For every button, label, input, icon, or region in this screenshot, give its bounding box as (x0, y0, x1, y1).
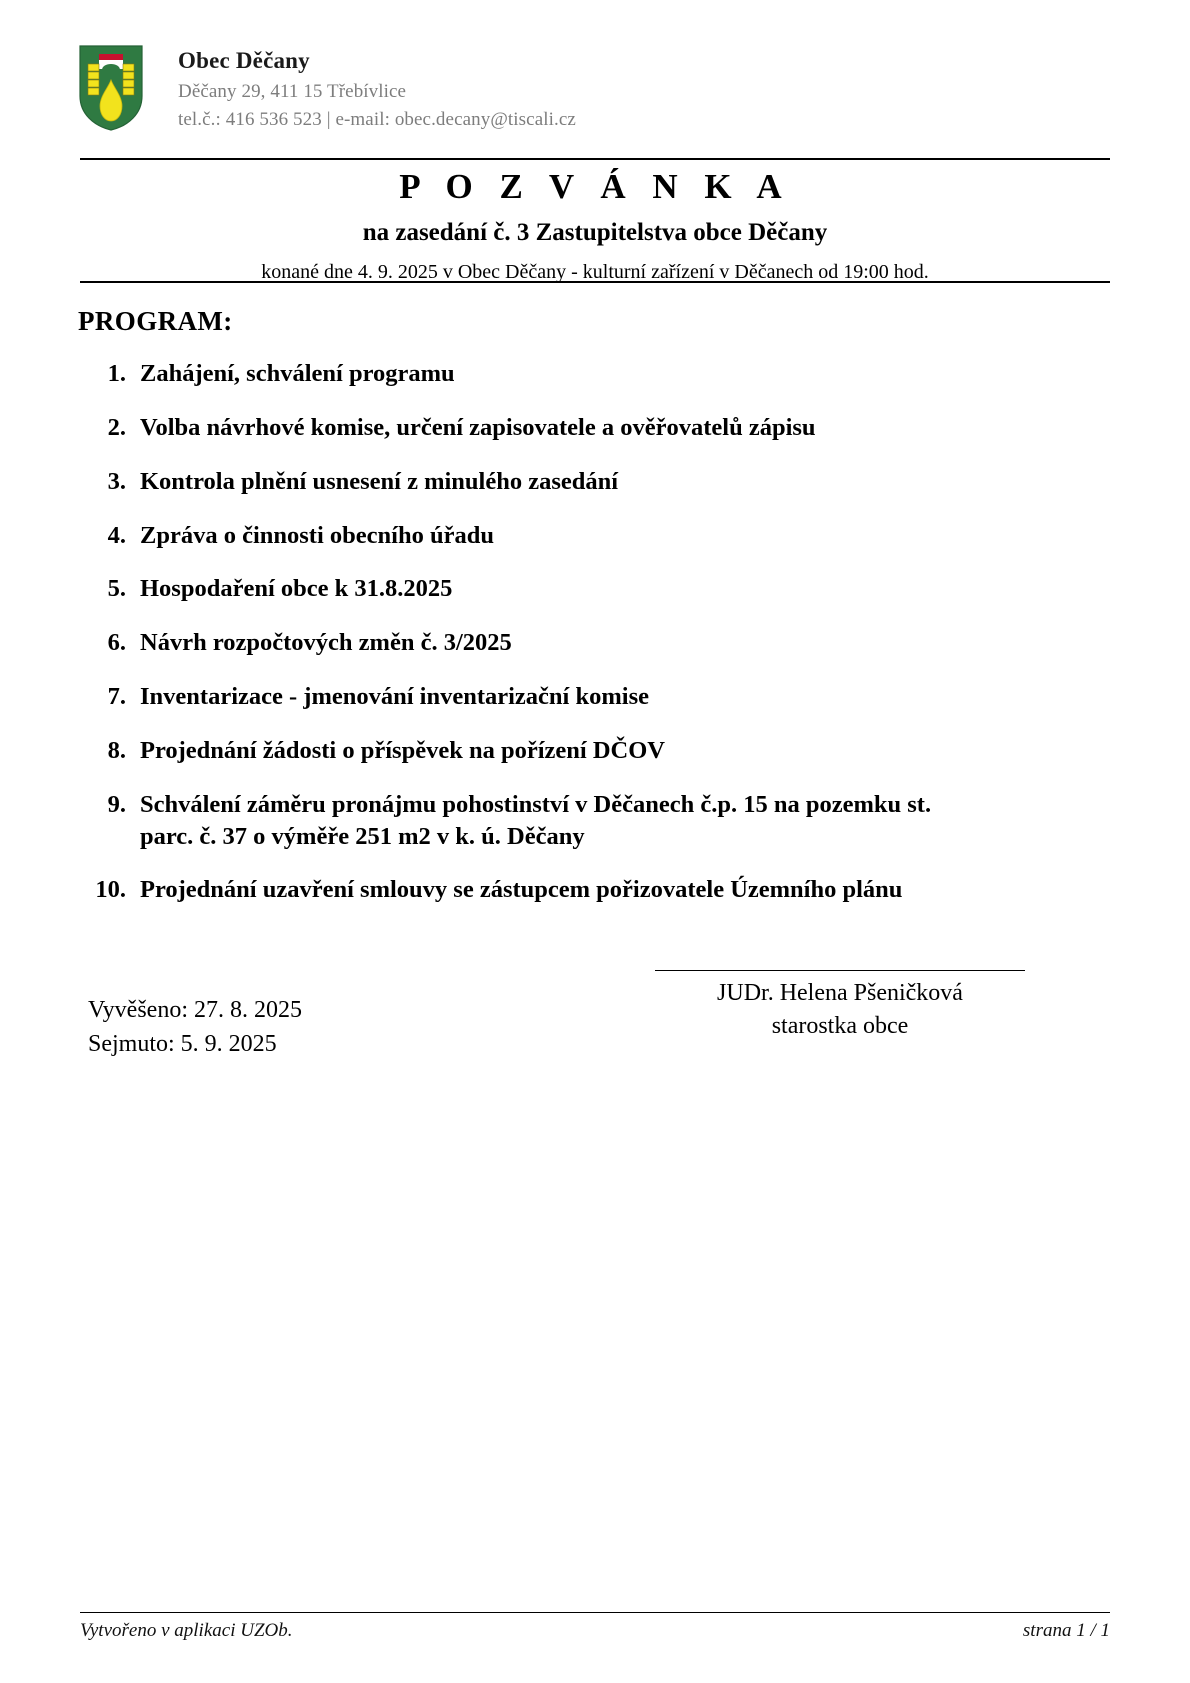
list-item-label: Hospodaření obce k 31.8.2025 (140, 575, 453, 603)
coat-of-arms-icon (78, 44, 144, 132)
list-item (78, 681, 1038, 713)
list-item-label: Volba návrhové komise, určení zapisovatele a ověřovatelů zápisu (140, 413, 816, 441)
organization-block (178, 40, 576, 134)
list-item-number: 8. (107, 736, 126, 764)
organization-name: Obec Děčany (178, 48, 310, 73)
list-item-label: Návrh rozpočtových změn č. 3/2025 (140, 629, 512, 657)
removed-date: Sejmuto: 5. 9. 2025 (88, 1031, 277, 1058)
footer-page-number: strana 1 / 1 (1022, 1620, 1110, 1641)
program-list (78, 358, 1038, 928)
list-item (78, 412, 1038, 444)
list-item-number: 4. (107, 521, 126, 549)
list-item (78, 466, 1038, 498)
list-item-label: Schválení záměru pronájmu pohostinství v Děčanech č.p. 15 na pozemku st. parc. č. 37 o výměře 251 m2 v k. ú. Děčany (140, 790, 932, 850)
organization-address: Děčany 29, 411 15 Třebívlice (178, 81, 407, 103)
list-item (78, 627, 1038, 659)
meeting-details: konané dne 4. 9. 2025 v Obec Děčany - kulturní zařízení v Děčanech od 19:00 hod. (261, 261, 929, 283)
list-item-number: 1. (107, 360, 126, 387)
list-item-number: 2. (107, 413, 126, 441)
list-item-label: Kontrola plnění usnesení z minulého zasedání (140, 467, 619, 495)
program-heading: PROGRAM: (78, 306, 233, 336)
signatory-name: JUDr. Helena Pšeničková (717, 980, 963, 1006)
document-subtitle: na zasedání č. 3 Zastupitelstva obce Děčany (362, 219, 828, 246)
list-item (78, 520, 1038, 552)
list-item (78, 358, 1038, 390)
list-item-label: Inventarizace - jmenování inventarizační komise (140, 683, 649, 711)
list-item-number: 10. (95, 876, 126, 904)
posted-date: Vyvěšeno: 27. 8. 2025 (88, 997, 302, 1023)
page-title: P O Z V Á N K A (399, 167, 791, 206)
list-item (78, 573, 1038, 605)
list-item-label: Zpráva o činnosti obecního úřadu (140, 521, 494, 549)
letterhead (78, 40, 1038, 134)
list-item-number: 7. (107, 683, 126, 711)
divider-top (80, 158, 1110, 160)
title-block (80, 163, 1110, 284)
signatory-role: starostka obce (771, 1013, 909, 1040)
footer-divider (80, 1612, 1110, 1613)
list-item (78, 735, 1038, 767)
posting-dates (88, 993, 302, 1061)
signature-line (655, 970, 1025, 971)
list-item (78, 874, 1038, 906)
list-item-number: 3. (107, 467, 126, 495)
organization-contact: tel.č.: 416 536 523 | e-mail: obec.decany@tiscali.cz (178, 109, 576, 131)
footer-app-note: Vytvořeno v aplikaci UZOb. (80, 1620, 293, 1641)
signature-block (655, 970, 1025, 1043)
list-item-number: 9. (107, 790, 126, 818)
list-item-label: Zahájení, schválení programu (140, 360, 455, 387)
list-item-number: 6. (107, 629, 126, 657)
footer (80, 1620, 1110, 1642)
list-item-label: Projednání uzavření smlouvy se zástupcem pořizovatele Územního plánu (140, 876, 903, 904)
list-item (78, 789, 1038, 853)
list-item-label: Projednání žádosti o příspěvek na pořízení DČOV (140, 736, 665, 764)
list-item-number: 5. (107, 575, 126, 603)
